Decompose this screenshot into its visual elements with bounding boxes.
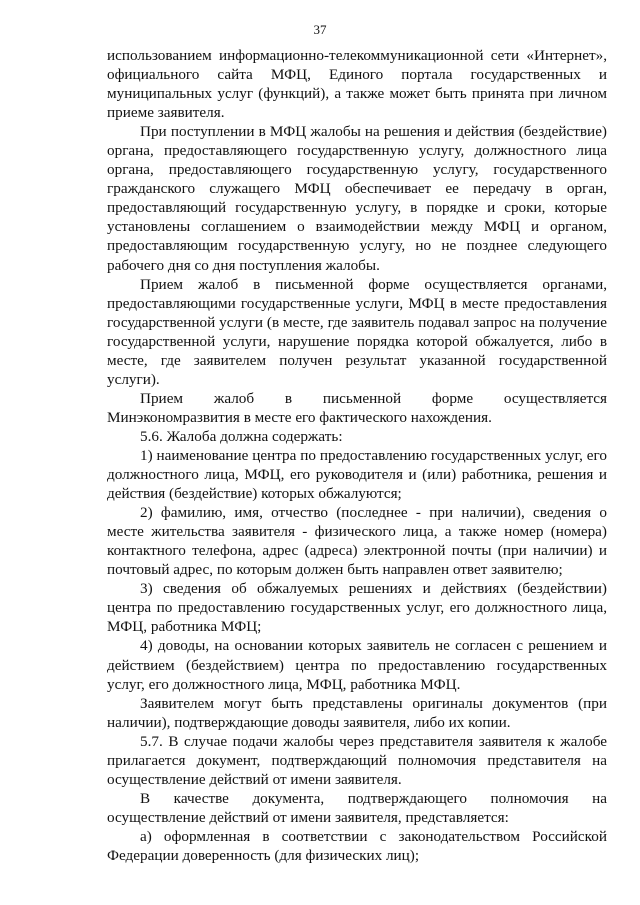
paragraph-originals: Заявителем могут быть представлены оригиналы документов (при наличии), подтверждающие доводы заявителя, либо их копии. xyxy=(107,694,607,731)
paragraph-authority-documents: В качестве документа, подтверждающего полномочия на осуществление действий от имени заявителя, представляется: xyxy=(107,789,607,826)
list-item-3: 3) сведения об обжалуемых решениях и действиях (бездействии) центра по предоставлению государственных услуг, его должностного лица, МФЦ, работника МФЦ; xyxy=(107,580,607,636)
paragraph-written-complaints-ministry: Прием жалоб в письменной форме осуществляется Минэкономразвития в месте его фактического нахождения. xyxy=(107,389,607,426)
list-item-1: 1) наименование центра по предоставлению государственных услуг, его должностного лица, МФЦ, его руководителя и (или) работника, решения и действия (бездействие) которых обжалуются; xyxy=(107,446,607,503)
document-body xyxy=(107,46,607,865)
section-5-7: 5.7. В случае подачи жалобы через представителя заявителя к жалобе прилагается документ, подтверждающий полномочия представителя на осуществление действий от имени заявителя. xyxy=(107,732,607,788)
list-item-4: 4) доводы, на основании которых заявитель не согласен с решением и действием (бездействием) центра по предоставлению государственных услуг, его должностного лица, МФЦ, работника МФЦ. xyxy=(107,637,607,693)
section-5-6-heading: 5.6. Жалоба должна содержать: xyxy=(140,427,343,445)
paragraph-complaint-transfer: При поступлении в МФЦ жалобы на решения и действия (бездействие) органа, предоставляющего государственную услугу, должностного лица органа, предоставляющего государственную услугу, государственного гражданского служащего МФЦ обеспечивает ее передачу в орган, предоставляющий государственную услугу, в порядке и сроки, которые установлены соглашением о взаимодействии между МФЦ и органом, предоставляющим государственную услугу, но не позднее следующего рабочего дня со дня поступления жалобы. xyxy=(107,123,607,274)
list-item-a: а) оформленная в соответствии с законодательством Российской Федерации доверенность (для физических лиц); xyxy=(107,827,607,864)
page-number: 37 xyxy=(313,22,327,37)
paragraph-continuation: использованием информационно-телекоммуникационной сети «Интернет», официального сайта МФЦ, Единого портала государственных и муниципальных услуг (функций), а также может быть принята при личном приеме заявителя. xyxy=(107,47,607,122)
list-item-2: 2) фамилию, имя, отчество (последнее - при наличии), сведения о месте жительства заявителя - физического лица, а также номер (номера) контактного телефона, адрес (адреса) электронной почты (при наличии) и почтовый адрес, по которым должен быть направлен ответ заявителю; xyxy=(107,504,607,579)
paragraph-written-complaints-organs: Прием жалоб в письменной форме осуществляется органами, предоставляющими государственные услуги, МФЦ в месте предоставления государственной услуги (в месте, где заявитель подавал запрос на получение государственной услуги, нарушение порядка которой обжалуется, либо в месте, где заявителем получен результат указанной государственной услуги). xyxy=(107,275,607,388)
